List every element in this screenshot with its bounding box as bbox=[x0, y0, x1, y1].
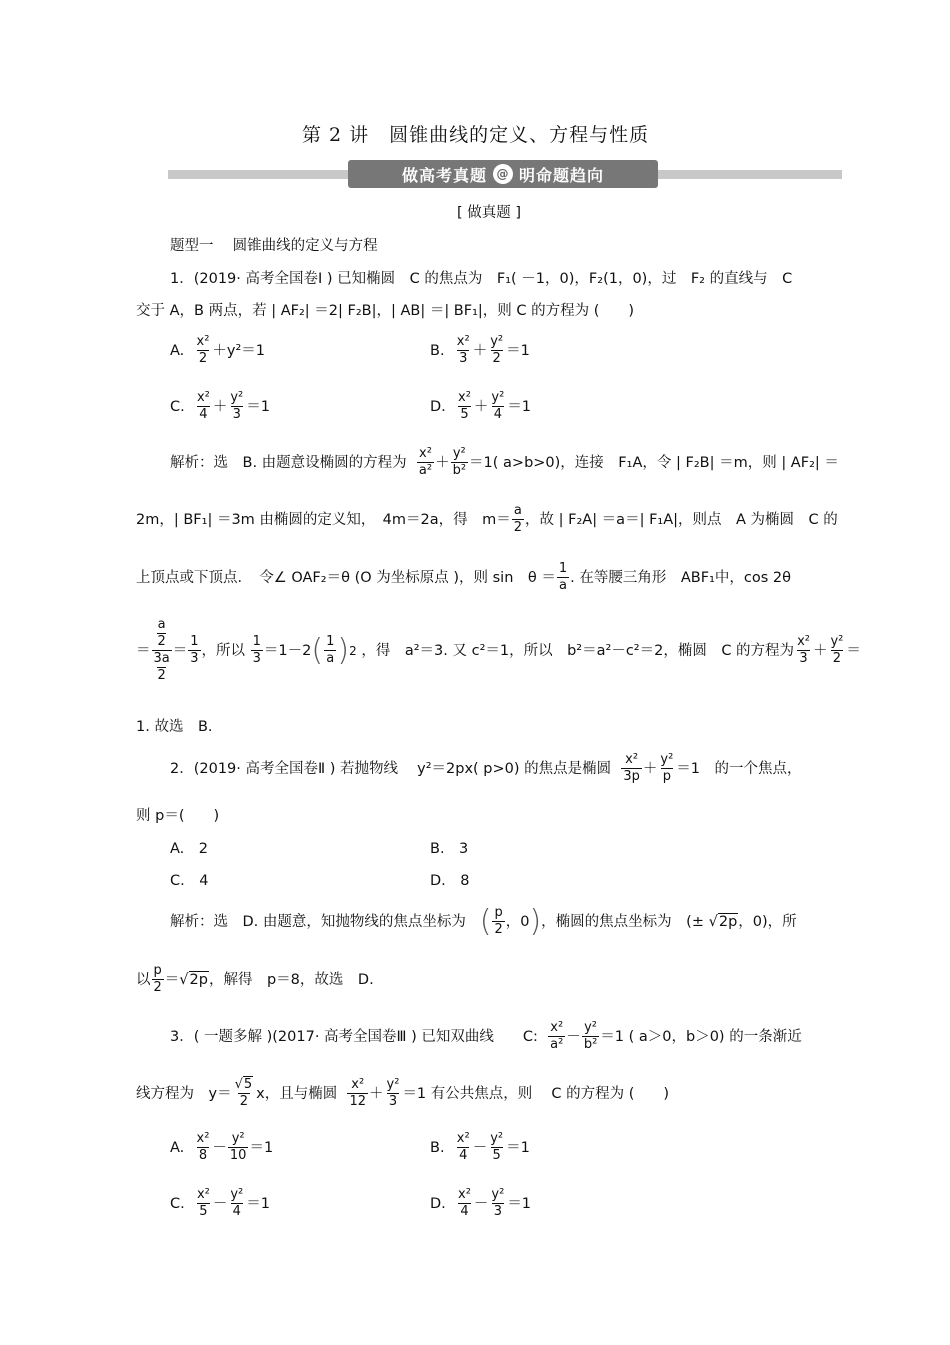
paren: ) bbox=[337, 632, 350, 668]
operator: － bbox=[212, 1195, 228, 1212]
text: ＝ bbox=[136, 642, 151, 659]
q1-solution-line4: ＝ a 2 3a 2 ＝ $\frac{1}{3}$ ，所以 $\frac{1}{3}$ ＝1－2 ( $\frac{1}{a}$ ) 2 ，得 a²＝3. 又 c²＝1，所以 b²＝a²－c²＝2，椭圆 C 的方程为 $\frac{\text{x²}}{3}$ ＋ $\frac{\text{y²}}{2}$ ＝ bbox=[136, 617, 861, 683]
fraction: $\frac{1}{a}$ bbox=[558, 561, 568, 593]
complex-fraction: a 2 3a 2 bbox=[153, 617, 170, 683]
fraction: $\frac{\text{y²}}{3}$ bbox=[386, 1077, 400, 1109]
fraction: $\frac{\text{y²}}{4}$ bbox=[230, 1187, 244, 1219]
q3-option-c[interactable] bbox=[170, 1187, 270, 1220]
operator: ＋ bbox=[435, 454, 450, 471]
paren: ( bbox=[479, 903, 492, 939]
q2-solution-line2 bbox=[136, 963, 374, 996]
q3-option-a[interactable] bbox=[170, 1131, 273, 1164]
text: x，且与椭圆 bbox=[256, 1085, 338, 1102]
operator: ＋ bbox=[812, 642, 828, 659]
paren: ) bbox=[529, 903, 542, 939]
text: 上顶点或下顶点． 令∠ OAF₂＝θ (O 为坐标原点 )，则 sin θ ＝ bbox=[136, 569, 556, 586]
square-root: √2p bbox=[179, 971, 208, 988]
fraction: $\frac{\text{y²}}{3}$ bbox=[230, 390, 244, 422]
fraction: $\frac{a}{2}$ bbox=[513, 503, 523, 535]
q1-solution-line1 bbox=[170, 446, 839, 479]
operator: ＋ bbox=[369, 1085, 384, 1102]
q1-option-c[interactable] bbox=[170, 390, 270, 423]
fraction: $\frac{√5}{2}$ bbox=[234, 1077, 253, 1109]
equation-tail: ＝1 bbox=[246, 398, 270, 415]
fraction: $\frac{\text{x²}}{\text{a²}}$ bbox=[550, 1020, 564, 1052]
fraction: $\frac{\text{x²}}{5}$ bbox=[458, 390, 471, 422]
text: ，得 a²＝3. 又 c²＝1，所以 b²＝a²－c²＝2，椭圆 C 的方程为 bbox=[361, 642, 795, 659]
q1-solution-line3 bbox=[136, 561, 791, 594]
text: . 在等腰三角形 ABF₁中，cos 2θ bbox=[570, 569, 792, 586]
q1-option-a[interactable] bbox=[170, 334, 265, 367]
operator: ＋ bbox=[472, 342, 488, 359]
equation-tail: ＋y²＝1 bbox=[212, 342, 266, 359]
fraction: $\frac{\text{x²}}{3p}$ bbox=[623, 752, 640, 784]
text: 解析：选 B. 由题意设椭圆的方程为 bbox=[170, 454, 407, 471]
fraction: $\frac{1}{3}$ bbox=[190, 634, 199, 666]
fraction: $\frac{1}{3}$ bbox=[252, 634, 261, 666]
equation-tail: ＝1 bbox=[507, 1195, 532, 1212]
q2-option-a[interactable]: A. 2 bbox=[170, 841, 208, 857]
option-label: D. bbox=[430, 398, 446, 415]
fraction: $\frac{\text{y²}}{10}$ bbox=[229, 1131, 247, 1163]
q2-option-b[interactable]: B. 3 bbox=[430, 841, 469, 857]
q3-option-d[interactable] bbox=[430, 1187, 531, 1220]
fraction: $\frac{\text{y²}}{4}$ bbox=[491, 390, 505, 422]
equation-tail: ＝1 bbox=[249, 1139, 274, 1156]
fraction: $\frac{\text{y²}}{\text{b²}}$ bbox=[452, 446, 467, 478]
type-heading: 题型一 圆锥曲线的定义与方程 bbox=[170, 238, 378, 254]
fraction: $\frac{\text{x²}}{4}$ bbox=[456, 1131, 470, 1163]
text: 解析：选 D. 由题意，知抛物线的焦点坐标为 bbox=[170, 913, 466, 930]
banner-right-text: 明命题趋向 bbox=[519, 165, 605, 185]
banner-plate bbox=[348, 160, 658, 188]
fraction: $\frac{\text{x²}}{3}$ bbox=[456, 334, 470, 366]
text: ＝ bbox=[164, 971, 180, 988]
operator: ＋ bbox=[212, 398, 228, 415]
q1-option-b[interactable] bbox=[430, 334, 530, 367]
section-banner bbox=[168, 160, 842, 190]
fraction: $\frac{1}{a}$ bbox=[326, 634, 335, 666]
text: ，椭圆的焦点坐标为 (± bbox=[541, 913, 704, 930]
fraction: $\frac{\text{y²}}{2}$ bbox=[490, 334, 504, 366]
fraction: $\frac{\text{y²}}{3}$ bbox=[491, 1187, 505, 1219]
q1-line2: 交于 A，B 两点，若 | AF₂| ＝2| F₂B|，| AB| ＝| BF₁|，则 C 的方程为 ( ) bbox=[136, 303, 635, 319]
operator: － bbox=[472, 1139, 488, 1156]
section-heading: [ 做真题 ] bbox=[457, 205, 522, 221]
text: ＝ bbox=[846, 642, 861, 659]
text: ，解得 p＝8，故选 D. bbox=[208, 971, 374, 988]
equation-tail: ＝1 bbox=[246, 1195, 270, 1212]
operator: ＋ bbox=[642, 760, 658, 777]
banner-bar-left bbox=[168, 170, 348, 179]
q2-line2: 则 p＝( ) bbox=[136, 808, 220, 824]
operator: － bbox=[473, 1195, 489, 1212]
q2-line1 bbox=[170, 752, 802, 785]
text: ＝1 的一个焦点， bbox=[676, 760, 802, 777]
text: ，所以 bbox=[201, 642, 246, 659]
q2-option-c[interactable]: C. 4 bbox=[170, 873, 209, 889]
q3-line1 bbox=[170, 1020, 802, 1053]
text: ，故 | F₂A| ＝a＝| F₁A|，则点 A 为椭圆 C 的 bbox=[525, 511, 838, 528]
fraction: $\frac{\text{x²}}{\text{a²}}$ bbox=[418, 446, 433, 478]
option-label: B. bbox=[430, 342, 445, 359]
equation-tail: ＝1 bbox=[507, 398, 532, 415]
q1-solution-line2 bbox=[136, 503, 838, 536]
equation-tail: ＝1 bbox=[506, 1139, 530, 1156]
fraction: $\frac{\text{x²}}{4}$ bbox=[458, 1187, 471, 1219]
banner-badge-icon: @ bbox=[493, 164, 513, 184]
q3-option-b[interactable] bbox=[430, 1131, 530, 1164]
fraction: $\frac{\text{x²}}{3}$ bbox=[797, 634, 810, 666]
q1-solution-line5: 1. 故选 B. bbox=[136, 719, 213, 735]
operator: ＋ bbox=[473, 398, 489, 415]
banner-left-text: 做高考真题 bbox=[401, 165, 487, 185]
paren: ( bbox=[311, 632, 324, 668]
text: ，0)，所 bbox=[738, 913, 797, 930]
text: 2．(2019· 高考全国卷Ⅱ ) 若抛物线 y²＝2px( p>0) 的焦点是椭圆 bbox=[170, 760, 612, 777]
fraction: $\frac{\text{y²}}{5}$ bbox=[490, 1131, 504, 1163]
fraction: $\frac{p}{2}$ bbox=[153, 963, 162, 995]
text: ，0 bbox=[505, 913, 530, 930]
operator: － bbox=[212, 1139, 227, 1156]
text: 以 bbox=[136, 971, 151, 988]
q2-option-d[interactable]: D. 8 bbox=[430, 873, 470, 889]
text: ＝ bbox=[172, 642, 188, 659]
text: ＝1( a>b>0)，连接 F₁A，令 | F₂B| ＝m，则 | AF₂| ＝ bbox=[469, 454, 839, 471]
fraction: $\frac{\text{x²}}{2}$ bbox=[196, 334, 210, 366]
operator: － bbox=[566, 1028, 581, 1045]
fraction: $\frac{\text{y²}}{\text{b²}}$ bbox=[583, 1020, 598, 1052]
fraction: $\frac{\text{y²}}{2}$ bbox=[830, 634, 844, 666]
square-root: √2p bbox=[708, 913, 738, 930]
text: ＝1 ( a＞0，b＞0) 的一条渐近 bbox=[600, 1028, 802, 1045]
q3-line2 bbox=[136, 1077, 669, 1110]
option-label: B. bbox=[430, 1139, 445, 1156]
text: 2m，| BF₁| ＝3m 由椭圆的定义知， 4m＝2a，得 m＝ bbox=[136, 511, 511, 528]
text: ＝1 有公共焦点，则 C 的方程为 ( ) bbox=[402, 1085, 670, 1102]
option-label: A. bbox=[170, 342, 185, 359]
q2-solution-line1 bbox=[170, 905, 797, 938]
fraction: $\frac{\text{x²}}{12}$ bbox=[349, 1077, 367, 1109]
fraction: $\frac{\text{y²}}{p}$ bbox=[660, 752, 674, 784]
banner-bar-right bbox=[658, 170, 842, 179]
option-label: C. bbox=[170, 1195, 185, 1212]
text: 3．( 一题多解 )(2017· 高考全国卷Ⅲ ) 已知双曲线 C: bbox=[170, 1028, 538, 1045]
q1-line1: 1．(2019· 高考全国卷Ⅰ ) 已知椭圆 C 的焦点为 F₁( －1，0)，F₂(1，0)，过 F₂ 的直线与 C bbox=[170, 271, 793, 287]
option-label: C. bbox=[170, 398, 185, 415]
option-label: D. bbox=[430, 1195, 446, 1212]
text: 线方程为 y＝ bbox=[136, 1085, 232, 1102]
text: ＝1－2 bbox=[263, 642, 312, 659]
fraction: $\frac{\text{x²}}{8}$ bbox=[196, 1131, 210, 1163]
q1-option-d[interactable] bbox=[430, 390, 531, 423]
fraction: $\frac{p}{2}$ bbox=[494, 905, 503, 937]
equation-tail: ＝1 bbox=[506, 342, 530, 359]
fraction: $\frac{\text{x²}}{5}$ bbox=[196, 1187, 210, 1219]
option-label: A. bbox=[170, 1139, 185, 1156]
fraction: $\frac{\text{x²}}{4}$ bbox=[196, 390, 210, 422]
page-title: 第 2 讲 圆锥曲线的定义、方程与性质 bbox=[302, 124, 650, 146]
